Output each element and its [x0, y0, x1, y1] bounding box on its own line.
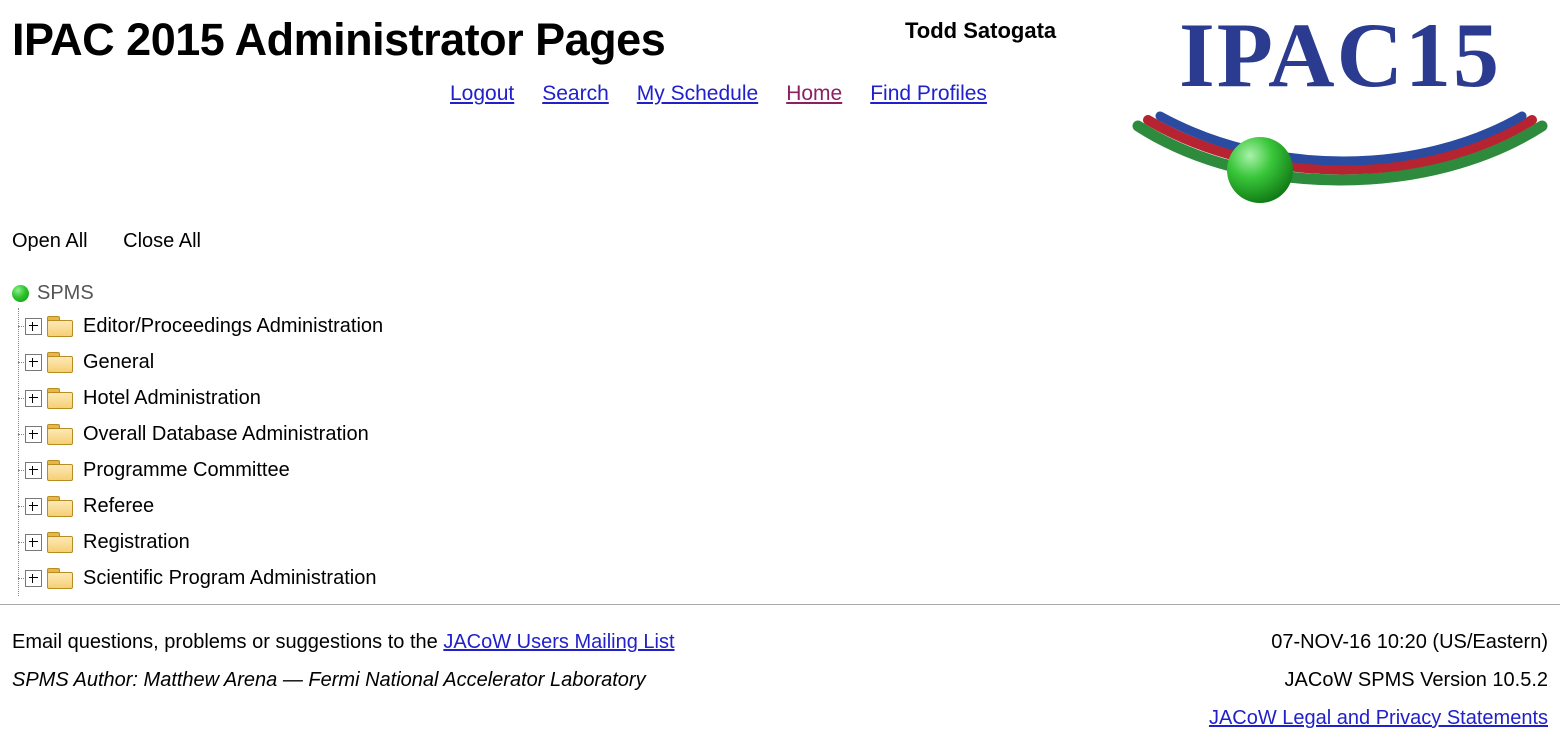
folder-icon: [47, 496, 73, 516]
tree-item-editor-proceedings-administration[interactable]: [18, 308, 383, 344]
page-title: IPAC 2015 Administrator Pages: [12, 14, 666, 65]
plus-icon[interactable]: [25, 318, 42, 335]
tree-controls: [12, 230, 231, 253]
plus-icon[interactable]: [25, 354, 42, 371]
folder-icon: [47, 316, 73, 336]
tree-item-general[interactable]: [18, 344, 383, 380]
tree-item-label: Scientific Program Administration: [83, 566, 377, 589]
tree-item-label: Referee: [83, 494, 155, 517]
plus-icon[interactable]: [25, 534, 42, 551]
svg-text:IPAC15: IPAC15: [1178, 8, 1502, 106]
tree-item-label: Registration: [83, 530, 190, 553]
main-navigation: [450, 82, 987, 106]
page-header: [0, 0, 1560, 200]
plus-icon[interactable]: [25, 462, 42, 479]
logged-in-user: Todd Satogata: [905, 18, 1057, 43]
tree-root-label: SPMS: [37, 281, 94, 304]
tree-item-overall-database-administration[interactable]: [18, 416, 383, 452]
tree-item-list: [18, 308, 383, 596]
legal-privacy-link[interactable]: JACoW Legal and Privacy Statements: [1208, 707, 1548, 729]
plus-icon[interactable]: [25, 570, 42, 587]
close-all-button[interactable]: Close All: [123, 230, 201, 252]
nav-link-logout[interactable]: Logout: [450, 82, 515, 105]
folder-icon: [47, 532, 73, 552]
plus-icon[interactable]: [25, 390, 42, 407]
footer-timestamp: 07-NOV-16 10:20 (US/Eastern): [1271, 631, 1548, 653]
folder-icon: [47, 352, 73, 372]
footer-author-line: SPMS Author: Matthew Arena — Fermi National Accelerator Laboratory: [12, 669, 646, 691]
plus-icon[interactable]: [25, 426, 42, 443]
tree-item-label: Programme Committee: [83, 458, 290, 481]
mailing-list-link[interactable]: JACoW Users Mailing List: [443, 631, 675, 653]
tree-item-referee[interactable]: [18, 488, 383, 524]
footer-legal-line: [1209, 707, 1548, 730]
nav-link-search[interactable]: Search: [542, 82, 609, 105]
navigation-tree: [12, 278, 383, 596]
nav-link-find-profiles[interactable]: Find Profiles: [870, 82, 987, 105]
ipac15-logo: [1130, 8, 1550, 208]
folder-icon: [47, 568, 73, 588]
tree-item-programme-committee[interactable]: [18, 452, 383, 488]
status-ball-icon: [12, 285, 29, 302]
tree-root: [12, 278, 383, 308]
nav-link-home[interactable]: Home: [786, 82, 843, 105]
folder-icon: [47, 388, 73, 408]
tree-item-registration[interactable]: [18, 524, 383, 560]
tree-item-scientific-program-administration[interactable]: [18, 560, 383, 596]
tree-item-hotel-administration[interactable]: [18, 380, 383, 416]
page-footer: [0, 604, 1560, 743]
folder-icon: [47, 460, 73, 480]
tree-item-label: Hotel Administration: [83, 386, 261, 409]
footer-contact-line: [12, 631, 675, 654]
footer-contact-text: Email questions, problems or suggestions to the: [12, 631, 444, 653]
tree-item-label: Editor/Proceedings Administration: [83, 314, 384, 337]
folder-icon: [47, 424, 73, 444]
open-all-button[interactable]: Open All: [12, 230, 88, 252]
tree-item-label: Overall Database Administration: [83, 422, 369, 445]
tree-item-label: General: [83, 350, 155, 373]
footer-version: JACoW SPMS Version 10.5.2: [1284, 669, 1548, 691]
nav-link-my-schedule[interactable]: My Schedule: [636, 82, 759, 105]
plus-icon[interactable]: [25, 498, 42, 515]
